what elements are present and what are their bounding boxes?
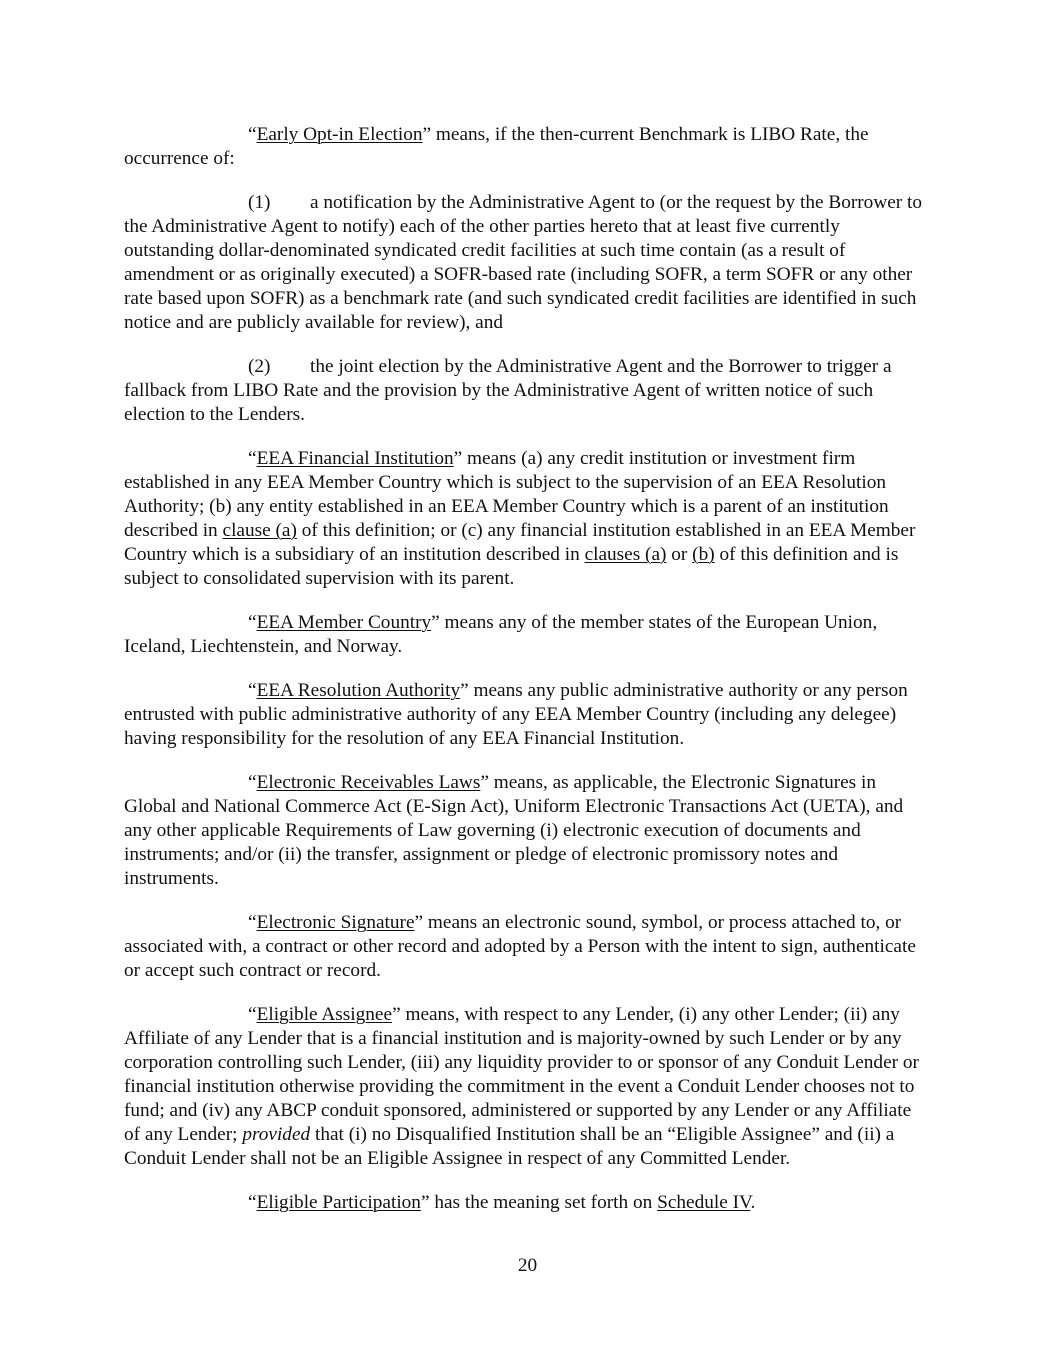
- text-run: ” means, with respect to any Lender, (i) any other Lender; (ii) any Affiliate of any Lender that is a financial institution and is majority-owned by such Lender or by any corporation controlling such Lender, (iii) any liquidity provider to or sponsor of any Conduit Lender or financial institution otherwise providing the commitment in the event a Conduit Lender chooses not to fund; and (iv) any ABCP conduit sponsored, administered or supported by any Lender or any Affiliate of any Lender;: [124, 1004, 919, 1145]
- definition-eligible-participation: [124, 1191, 932, 1215]
- defined-term: clause (a): [222, 520, 297, 541]
- text-run: ” means, as applicable, the Electronic Signatures in Global and National Commerce Act (E-Sign Act), Uniform Electronic Transactions Act (UETA), and any other applicable Requirements of Law governing (i) electronic execution of documents and instruments; and/or (ii) the transfer, assignment or pledge of electronic promissory notes and instruments.: [124, 772, 904, 889]
- defined-term: Eligible Assignee: [256, 1004, 393, 1025]
- defined-term: Electronic Receivables Laws: [256, 772, 481, 793]
- enum-item-2: [124, 355, 932, 427]
- text-run: that (i) no Disqualified Institution shall be an “Eligible Assignee” and (ii) a Conduit Lender shall not be an Eligible Assignee in respect of any Committed Lender.: [124, 1124, 895, 1169]
- definition-electronic-receivables-laws: [124, 771, 932, 891]
- enum-text: [124, 192, 922, 333]
- defined-term: EEA Member Country: [256, 612, 432, 633]
- definition-eea-resolution-authority: [124, 679, 932, 751]
- defined-term: (b): [692, 544, 715, 565]
- text-run: “: [248, 1192, 257, 1213]
- enum-number: (2): [248, 356, 271, 377]
- defined-term: clauses (a): [584, 544, 667, 565]
- text-run: “: [248, 912, 257, 933]
- definition-electronic-signature: [124, 911, 932, 983]
- definition-eligible-assignee: [124, 1003, 932, 1171]
- text-run: .: [750, 1192, 756, 1213]
- text-run: “: [248, 124, 257, 145]
- enum-text: [124, 356, 892, 425]
- text-run: “: [248, 448, 257, 469]
- italic-term: provided: [242, 1124, 311, 1145]
- document-page: [124, 123, 932, 1235]
- text-run: “: [248, 1004, 257, 1025]
- text-run: ” means (a) any credit institution or investment firm established in any EEA Member Country which is subject to the supervision of an EEA Resolution Authority; (b) any entity established in an EEA Member Country which is a parent of an institution described in: [124, 448, 889, 541]
- text-run: “: [248, 772, 257, 793]
- text-run: a notification by the Administrative Agent to (or the request by the Borrower to the Administrative Agent to notify) each of the other parties hereto that at least five currently outstanding dollar-denominated syndicated credit facilities at such time contain (as a result of amendment or as originally executed) a SOFR-based rate (including SOFR, a term SOFR or any other rate based upon SOFR) as a benchmark rate (and such syndicated credit facilities are identified in such notice and are publicly available for review), and: [124, 192, 923, 333]
- defined-term: Electronic Signature: [256, 912, 415, 933]
- text-run: “: [248, 680, 257, 701]
- text-run: ” means, if the then-current Benchmark is LIBO Rate, the occurrence of:: [124, 124, 869, 169]
- text-run: or: [666, 544, 693, 565]
- enum-item-1: [124, 191, 932, 335]
- page-number: 20: [517, 1255, 538, 1276]
- defined-term: Eligible Participation: [256, 1192, 421, 1213]
- defined-term: EEA Financial Institution: [256, 448, 454, 469]
- text-run: ” has the meaning set forth on: [420, 1192, 658, 1213]
- defined-term: Early Opt-in Election: [256, 124, 423, 145]
- text-run: “: [248, 612, 257, 633]
- text-run: of this definition and is subject to consolidated supervision with its parent.: [124, 544, 899, 589]
- definition-early-opt-in-election: [124, 123, 932, 171]
- enum-number: (1): [248, 192, 271, 213]
- text-run: of this definition; or (c) any financial institution established in an EEA Member Country which is a subsidiary of an institution described in: [124, 520, 916, 565]
- defined-term: Schedule IV: [657, 1192, 751, 1213]
- text-run: ” means an electronic sound, symbol, or process attached to, or associated with, a contract or other record and adopted by a Person with the intent to sign, authenticate or accept such contract or record.: [124, 912, 916, 981]
- text-run: ” means any public administrative authority or any person entrusted with public administrative authority of any EEA Member Country (including any delegee) having responsibility for the resolution of any EEA Financial Institution.: [124, 680, 908, 749]
- text-run: ” means any of the member states of the European Union, Iceland, Liechtenstein, and Norway.: [124, 612, 878, 657]
- text-run: the joint election by the Administrative Agent and the Borrower to trigger a fallback from LIBO Rate and the provision by the Administrative Agent of written notice of such election to the Lenders.: [124, 356, 892, 425]
- definition-eea-member-country: [124, 611, 932, 659]
- definition-eea-financial-institution: [124, 447, 932, 591]
- defined-term: EEA Resolution Authority: [256, 680, 461, 701]
